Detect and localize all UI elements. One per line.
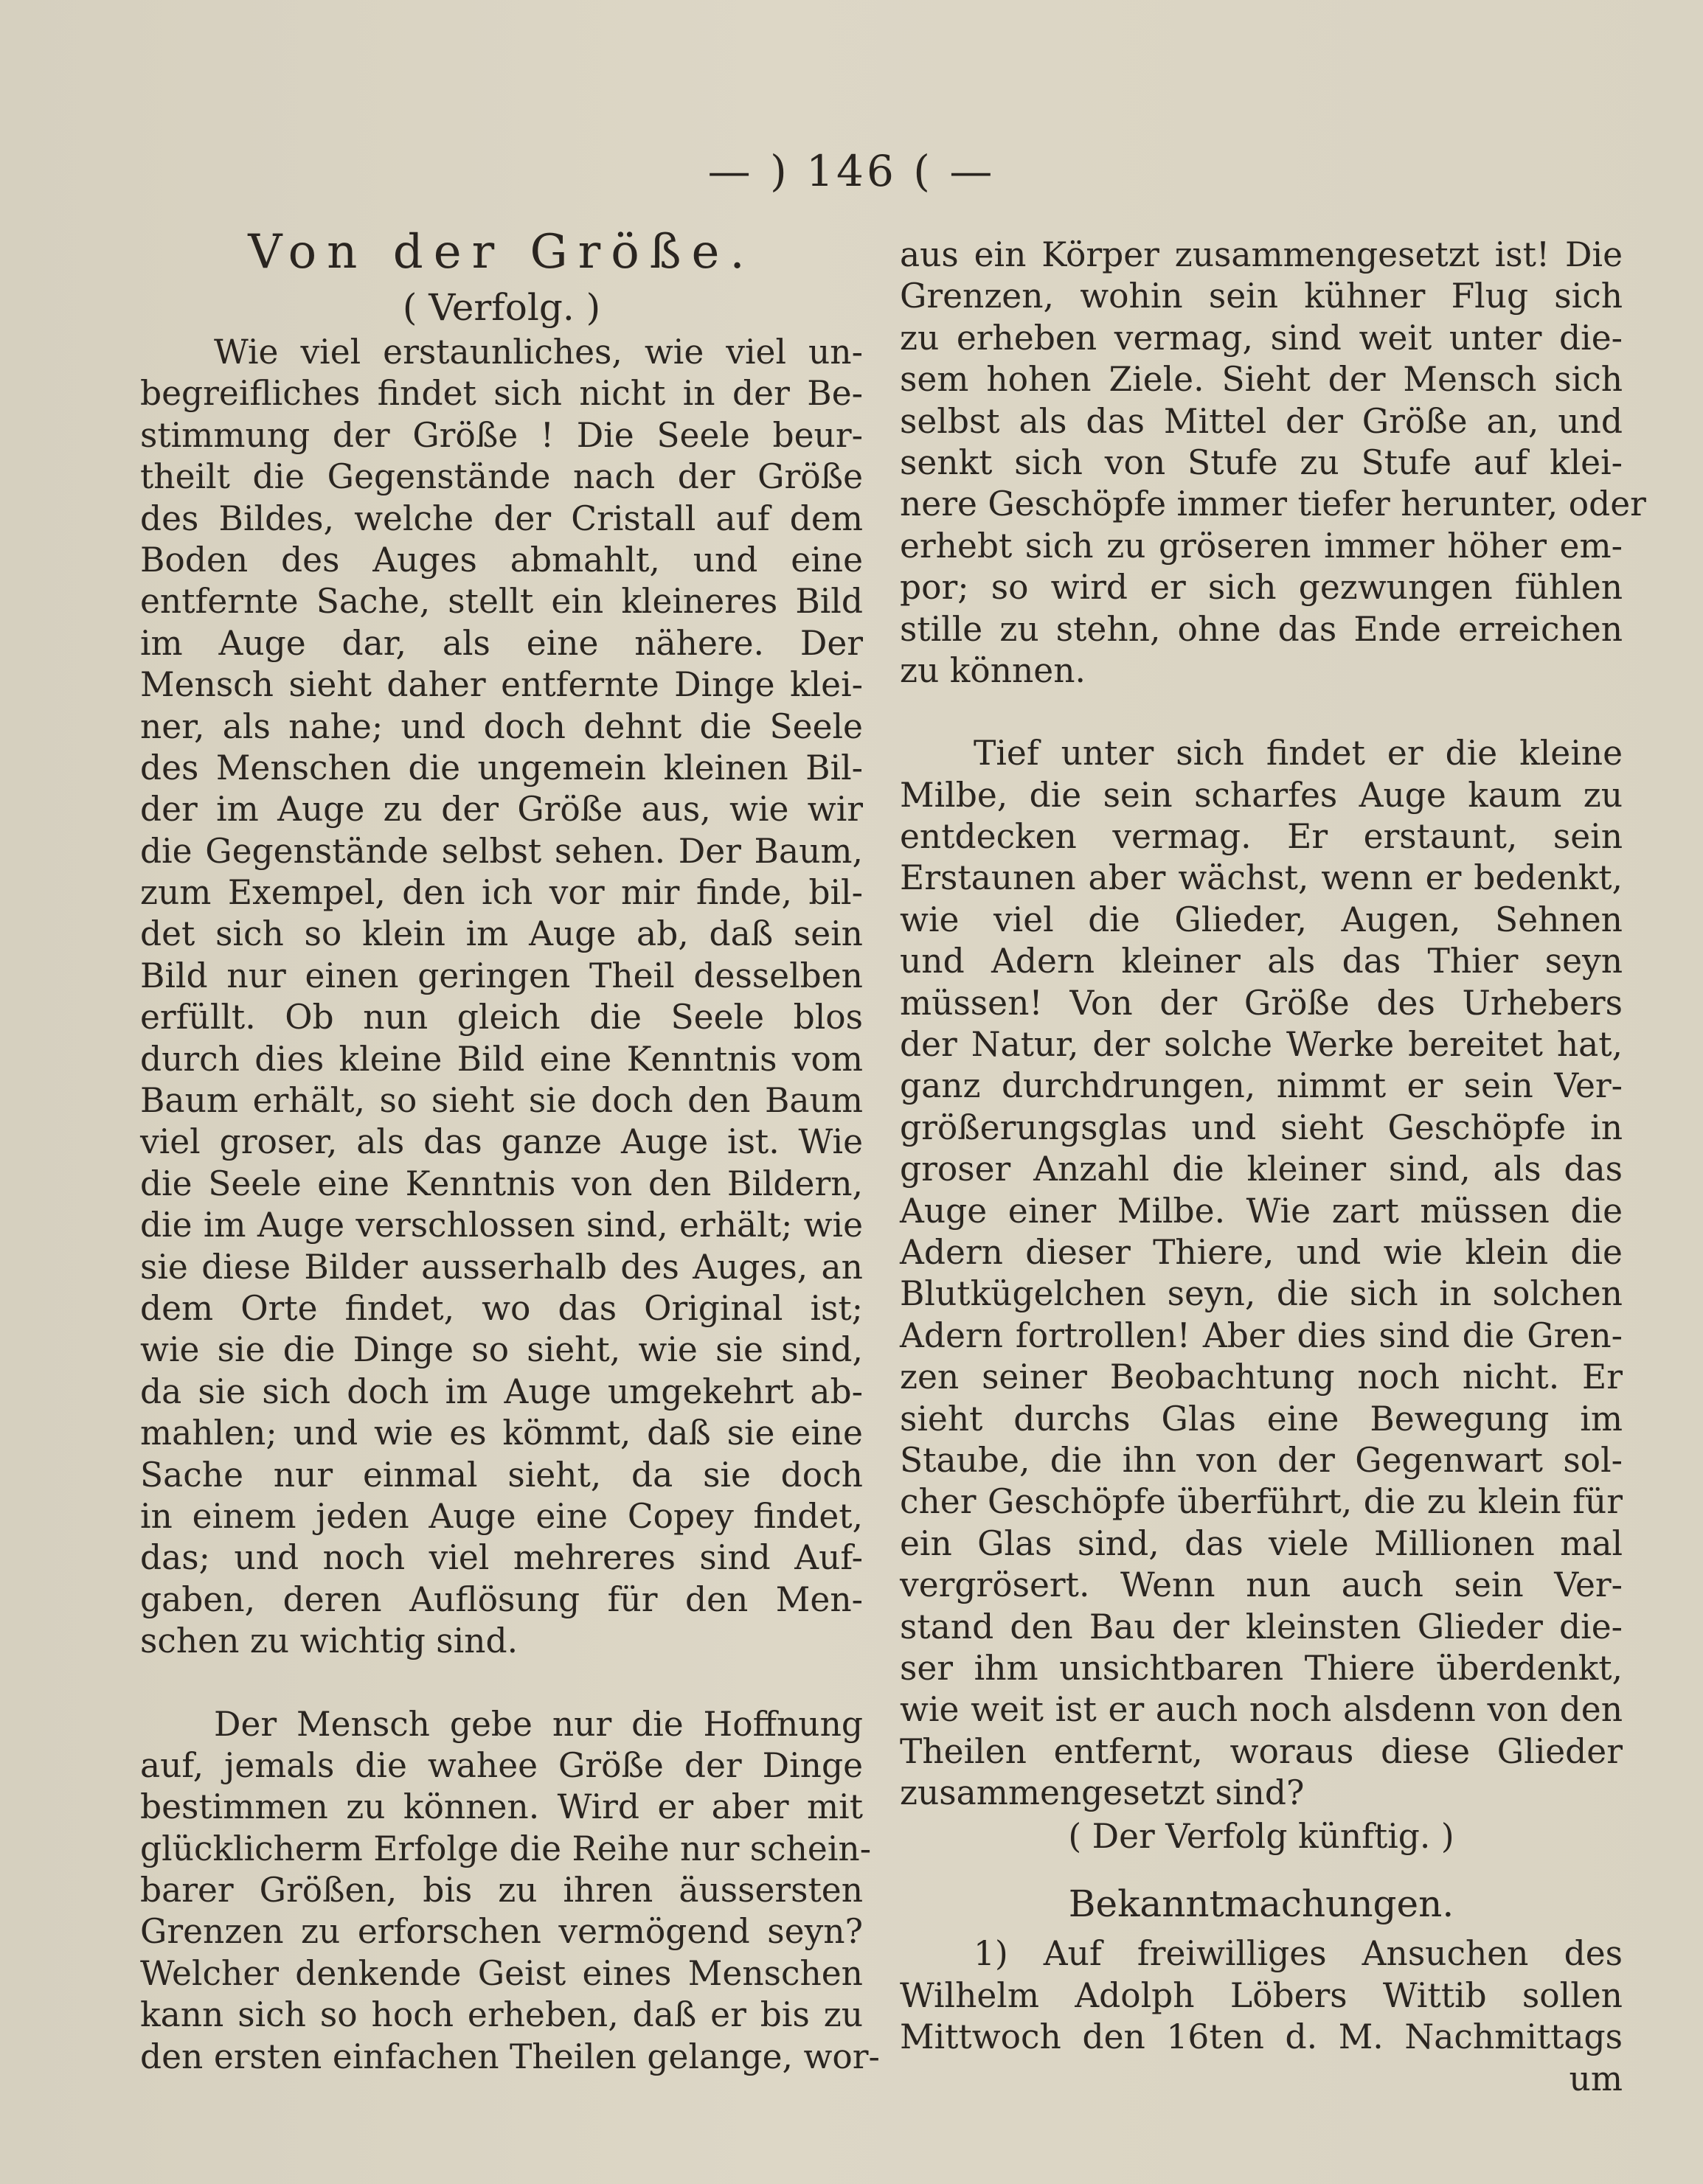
text-line: Wilhelm Adolph Löbers Wittib sollen [900,1975,1623,2015]
text-line: theilt die Gegenstände nach der Größe [140,457,863,497]
text-line: Staube, die ihn von der Gegenwart sol- [900,1440,1623,1480]
text-line: stimmung der Größe ! Die Seele beur- [140,415,863,455]
text-line: ner, als nahe; und doch dehnt die Seele [140,706,863,746]
text-line: im Auge dar, als eine nähere. Der [140,623,863,663]
text-line: por; so wird er sich gezwungen fühlen [900,568,1623,608]
text-line: die Gegenstände selbst sehen. Der Baum, [140,831,863,871]
text-line: und Adern kleiner als das Thier seyn [900,942,1623,981]
text-line: mahlen; und wie es kömmt, daß sie eine [140,1413,863,1453]
text-line: erhebt sich zu gröseren immer höher em- [900,526,1623,566]
text-line: zen seiner Beobachtung noch nicht. Er [900,1357,1623,1397]
text-line: das; und noch viel mehreres sind Auf- [140,1538,863,1578]
paragraph-size-determination [140,332,863,1663]
text-line: der im Auge zu der Größe aus, wie wir [140,790,863,830]
text-line: Adern fortrollen! Aber dies sind die Gren- [900,1315,1623,1355]
paragraph-gap [140,1663,863,1704]
text-line: Mittwoch den 16ten d. M. Nachmittags [900,2017,1623,2057]
catchword: um [1569,2059,1623,2098]
text-line: erfüllt. Ob nun gleich die Seele blos [140,998,863,1037]
text-line: des Bildes, welche der Cristall auf dem [140,498,863,538]
text-line: Boden des Auges abmahlt, und eine [140,540,863,580]
text-line: die im Auge verschlossen sind, erhält; wie [140,1206,863,1245]
article-title: Von der Größe. [248,225,755,279]
text-line: dem Orte findet, wo das Original ist; [140,1288,863,1328]
text-line: Theilen entfernt, woraus diese Glieder [900,1731,1623,1771]
text-line: senkt sich von Stufe zu Stufe auf klei- [900,442,1623,482]
left-column [140,221,880,2078]
text-line: sieht durchs Glas eine Bewegung im [900,1399,1623,1439]
text-line: wie viel die Glieder, Augen, Sehnen [900,900,1623,939]
text-line: begreifliches findet sich nicht in der Be- [140,374,863,414]
text-line: zum Exempel, den ich vor mir finde, bil- [140,873,863,913]
page-number: — ) 146 ( — [707,146,996,196]
text-line: Auge einer Milbe. Wie zart müssen die [900,1191,1623,1231]
text-line: entdecken vermag. Er erstaunt, sein [900,817,1623,857]
text-line: gaben, deren Auflösung für den Men- [140,1579,863,1619]
text-line: ser ihm unsichtbaren Thiere überdenkt, [900,1648,1623,1688]
text-line: sie diese Bilder ausserhalb des Auges, an [140,1247,863,1287]
text-line: durch dies kleine Bild eine Kenntnis vom [140,1039,863,1079]
text-line: ein Glas sind, das viele Millionen mal [900,1523,1623,1563]
text-line: selbst als das Mittel der Größe an, und [900,401,1623,441]
text-line: aus ein Körper zusammengesetzt ist! Die [900,235,1623,274]
text-line: kann sich so hoch erheben, daß er bis zu [140,1995,863,2035]
text-line: zusammengesetzt sind? [900,1773,1305,1813]
text-line: schen zu wichtig sind. [140,1621,518,1661]
text-line: Grenzen zu erforschen vermögend seyn? [140,1912,863,1952]
text-line: größerungsglas und sieht Geschöpfe in [900,1107,1623,1147]
text-line: wie weit ist er auch noch alsdenn von den [900,1690,1623,1730]
text-line: det sich so klein im Auge ab, daß sein [140,914,863,954]
text-line: nere Geschöpfe immer tiefer herunter, oder [900,484,1646,524]
text-line: wie sie die Dinge so sieht, wie sie sind, [140,1330,863,1370]
text-line: des Menschen die ungemein kleinen Bil- [140,748,863,787]
text-line: glücklicherm Erfolge die Reihe nur schein- [140,1829,872,1868]
paragraph-hope [140,1704,880,2079]
paragraph-mite [900,733,1623,1814]
text-line: sem hohen Ziele. Sieht der Mensch sich [900,360,1623,400]
text-line: Wie viel erstaunliches, wie viel un- [214,333,863,372]
text-line: zu erheben vermag, sind weit unter die- [900,318,1623,358]
text-line: Grenzen, wohin sein kühner Flug sich [900,277,1623,316]
text-line: barer Größen, bis zu ihren äussersten [140,1871,863,1910]
text-line: müssen! Von der Größe des Urhebers [900,983,1623,1023]
text-line: Mensch sieht daher entfernte Dinge klei- [140,665,863,705]
continuation-note: ( Der Verfolg künftig. ) [1068,1817,1454,1857]
text-line: stille zu stehn, ohne das Ende erreichen [900,609,1623,649]
article-subtitle: ( Verfolg. ) [402,286,601,329]
text-line: Sache nur einmal sieht, da sie doch [140,1455,863,1495]
paragraph-limits [900,234,1646,692]
text-line: da sie sich doch im Auge umgekehrt ab- [140,1371,863,1411]
text-line: bestimmen zu können. Wird er aber mit [140,1787,863,1827]
text-line: ganz durchdrungen, nimmt er sein Ver- [900,1066,1623,1106]
text-line: in einem jeden Auge eine Copey findet, [140,1496,863,1536]
text-line: 1) Auf freiwilliges Ansuchen des [974,1934,1623,1974]
text-line: Erstaunen aber wächst, wenn er bedenkt, [900,858,1623,898]
text-line: Blutkügelchen seyn, die sich in solchen [900,1274,1623,1314]
text-line: Welcher denkende Geist eines Menschen [140,1953,863,1993]
text-line: stand den Bau der kleinsten Glieder die- [900,1607,1623,1646]
text-line: Baum erhält, so sieht sie doch den Baum [140,1081,863,1121]
text-line: die Seele eine Kenntnis von den Bildern, [140,1164,863,1203]
announcement-item-1 [900,1933,1623,2058]
text-line: Adern dieser Thiere, und wie klein die [900,1232,1623,1272]
text-line: der Natur, der solche Werke bereitet hat, [900,1025,1623,1065]
text-line: zu können. [900,650,1086,690]
text-line: Der Mensch gebe nur die Hoffnung [214,1704,863,1744]
announcements-heading: Bekanntmachungen. [1068,1882,1454,1926]
text-line: entfernte Sache, stellt ein kleineres Bild [140,582,863,622]
right-column [900,234,1646,2100]
text-line: groser Anzahl die kleiner sind, als das [900,1150,1623,1189]
paragraph-gap [900,692,1623,733]
text-line: Bild nur einen geringen Theil desselben [140,956,863,995]
text-line: cher Geschöpfe überführt, die zu klein für [900,1482,1623,1522]
text-line: viel groser, als das ganze Auge ist. Wie [140,1122,863,1162]
text-line: den ersten einfachen Theilen gelange, wor- [140,2037,880,2076]
text-line: auf, jemals die wahee Größe der Dinge [140,1745,863,1785]
text-line: vergrösert. Wenn nun auch sein Ver- [900,1565,1623,1605]
text-line: Milbe, die sein scharfes Auge kaum zu [900,775,1623,815]
text-line: Tief unter sich findet er die kleine [974,734,1623,773]
